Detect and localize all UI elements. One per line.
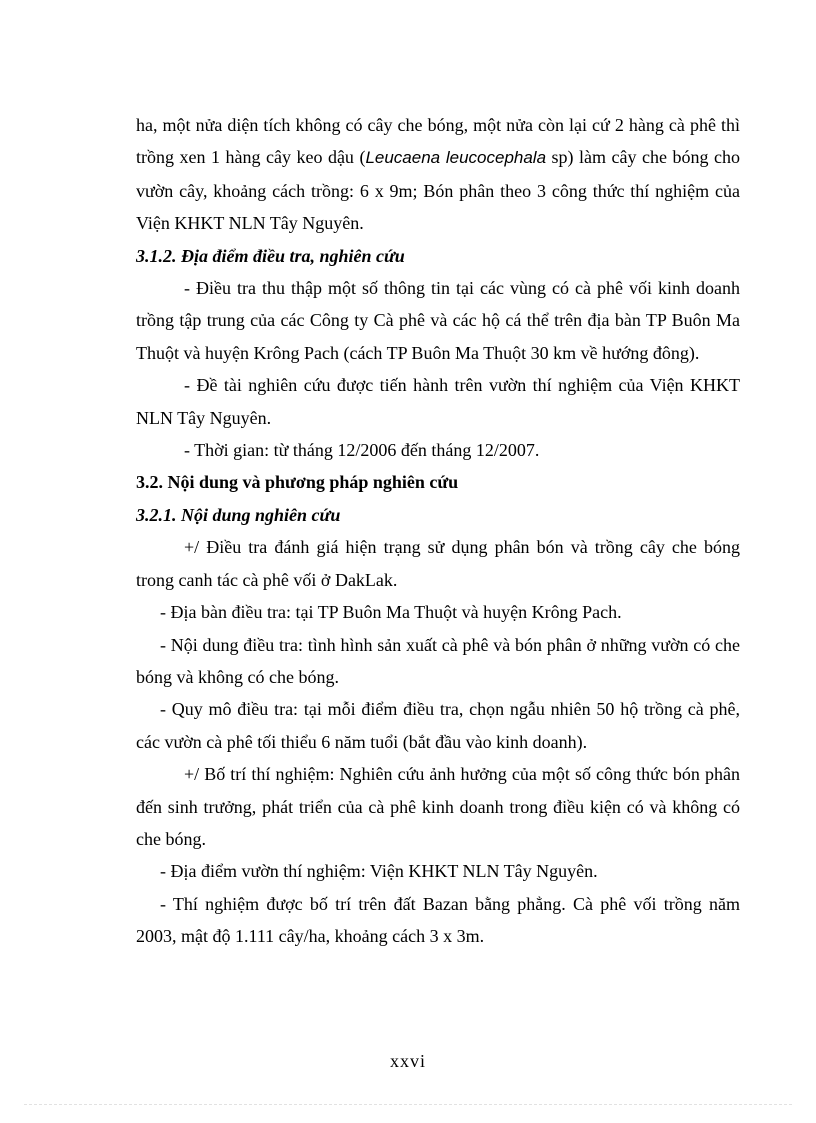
paragraph-text: sp) làm cây che bóng cho vườn cây, khoảng cách trồng: 6 x 9m; Bón phân theo 3 công thức thí nghiệm của Viện KHKT NLN Tây Nguyên.	[136, 147, 740, 234]
paragraph-shade-setup	[136, 109, 740, 240]
latin-species-name: Leucaena leucocephala	[365, 148, 547, 168]
paragraph-garden-location: - Địa điểm vườn thí nghiệm: Viện KHKT NLN Tây Nguyên.	[160, 861, 598, 882]
page-number: xxvi	[389, 1051, 426, 1071]
heading-3-2-1: 3.2.1. Nội dung nghiên cứu	[136, 504, 341, 525]
footer-divider	[24, 1104, 792, 1105]
paragraph-survey-area: - Địa bàn điều tra: tại TP Buôn Ma Thuột và huyện Krông Pach.	[160, 602, 622, 623]
paragraph-time: - Thời gian: từ tháng 12/2006 đến tháng 12/2007.	[184, 440, 540, 461]
paragraph-survey-content: - Nội dung điều tra: tình hình sản xuất cà phê và bón phân ở những vườn có che bóng và không có che bóng.	[136, 634, 740, 687]
paragraph-text: ha, một nửa diện tích không có cây che bóng, một nửa còn lại cứ 2 hàng cà phê thì trồng xen 1 hàng cây keo dậu (	[136, 115, 740, 168]
heading-3-1-2: 3.1.2. Địa điểm điều tra, nghiên cứu	[136, 245, 405, 266]
paragraph-survey-assessment: +/ Điều tra đánh giá hiện trạng sử dụng phân bón và trồng cây che bóng trong canh tác cà phê vối ở DakLak.	[136, 537, 740, 590]
paragraph-experiment-soil: - Thí nghiệm được bố trí trên đất Bazan bằng phẳng. Cà phê vối trồng năm 2003, mật độ 1.111 cây/ha, khoảng cách 3 x 3m.	[136, 893, 740, 947]
paragraph-survey-scale: - Quy mô điều tra: tại mỗi điểm điều tra, chọn ngẫu nhiên 50 hộ trồng cà phê, các vườn cà phê tối thiểu 6 năm tuổi (bắt đầu vào kinh doanh).	[136, 699, 740, 752]
page-body	[136, 109, 740, 953]
paragraph-experiment-layout: +/ Bố trí thí nghiệm: Nghiên cứu ảnh hưởng của một số công thức bón phân đến sinh trưởng, phát triển của cà phê kinh doanh trong điều kiện có và không có che bóng.	[136, 764, 740, 849]
paragraph-experiment-site: - Đề tài nghiên cứu được tiến hành trên vườn thí nghiệm của Viện KHKT NLN Tây Nguyên.	[136, 375, 740, 428]
heading-3-2: 3.2. Nội dung và phương pháp nghiên cứu	[136, 472, 459, 493]
paragraph-survey-location: - Điều tra thu thập một số thông tin tại các vùng có cà phê vối kinh doanh trồng tập trung của các Công ty Cà phê và các hộ cá thể trên địa bàn TP Buôn Ma Thuột và huyện Krông Pach (cách TP Buôn Ma Thuột 30 km về hướng đông).	[136, 278, 740, 363]
